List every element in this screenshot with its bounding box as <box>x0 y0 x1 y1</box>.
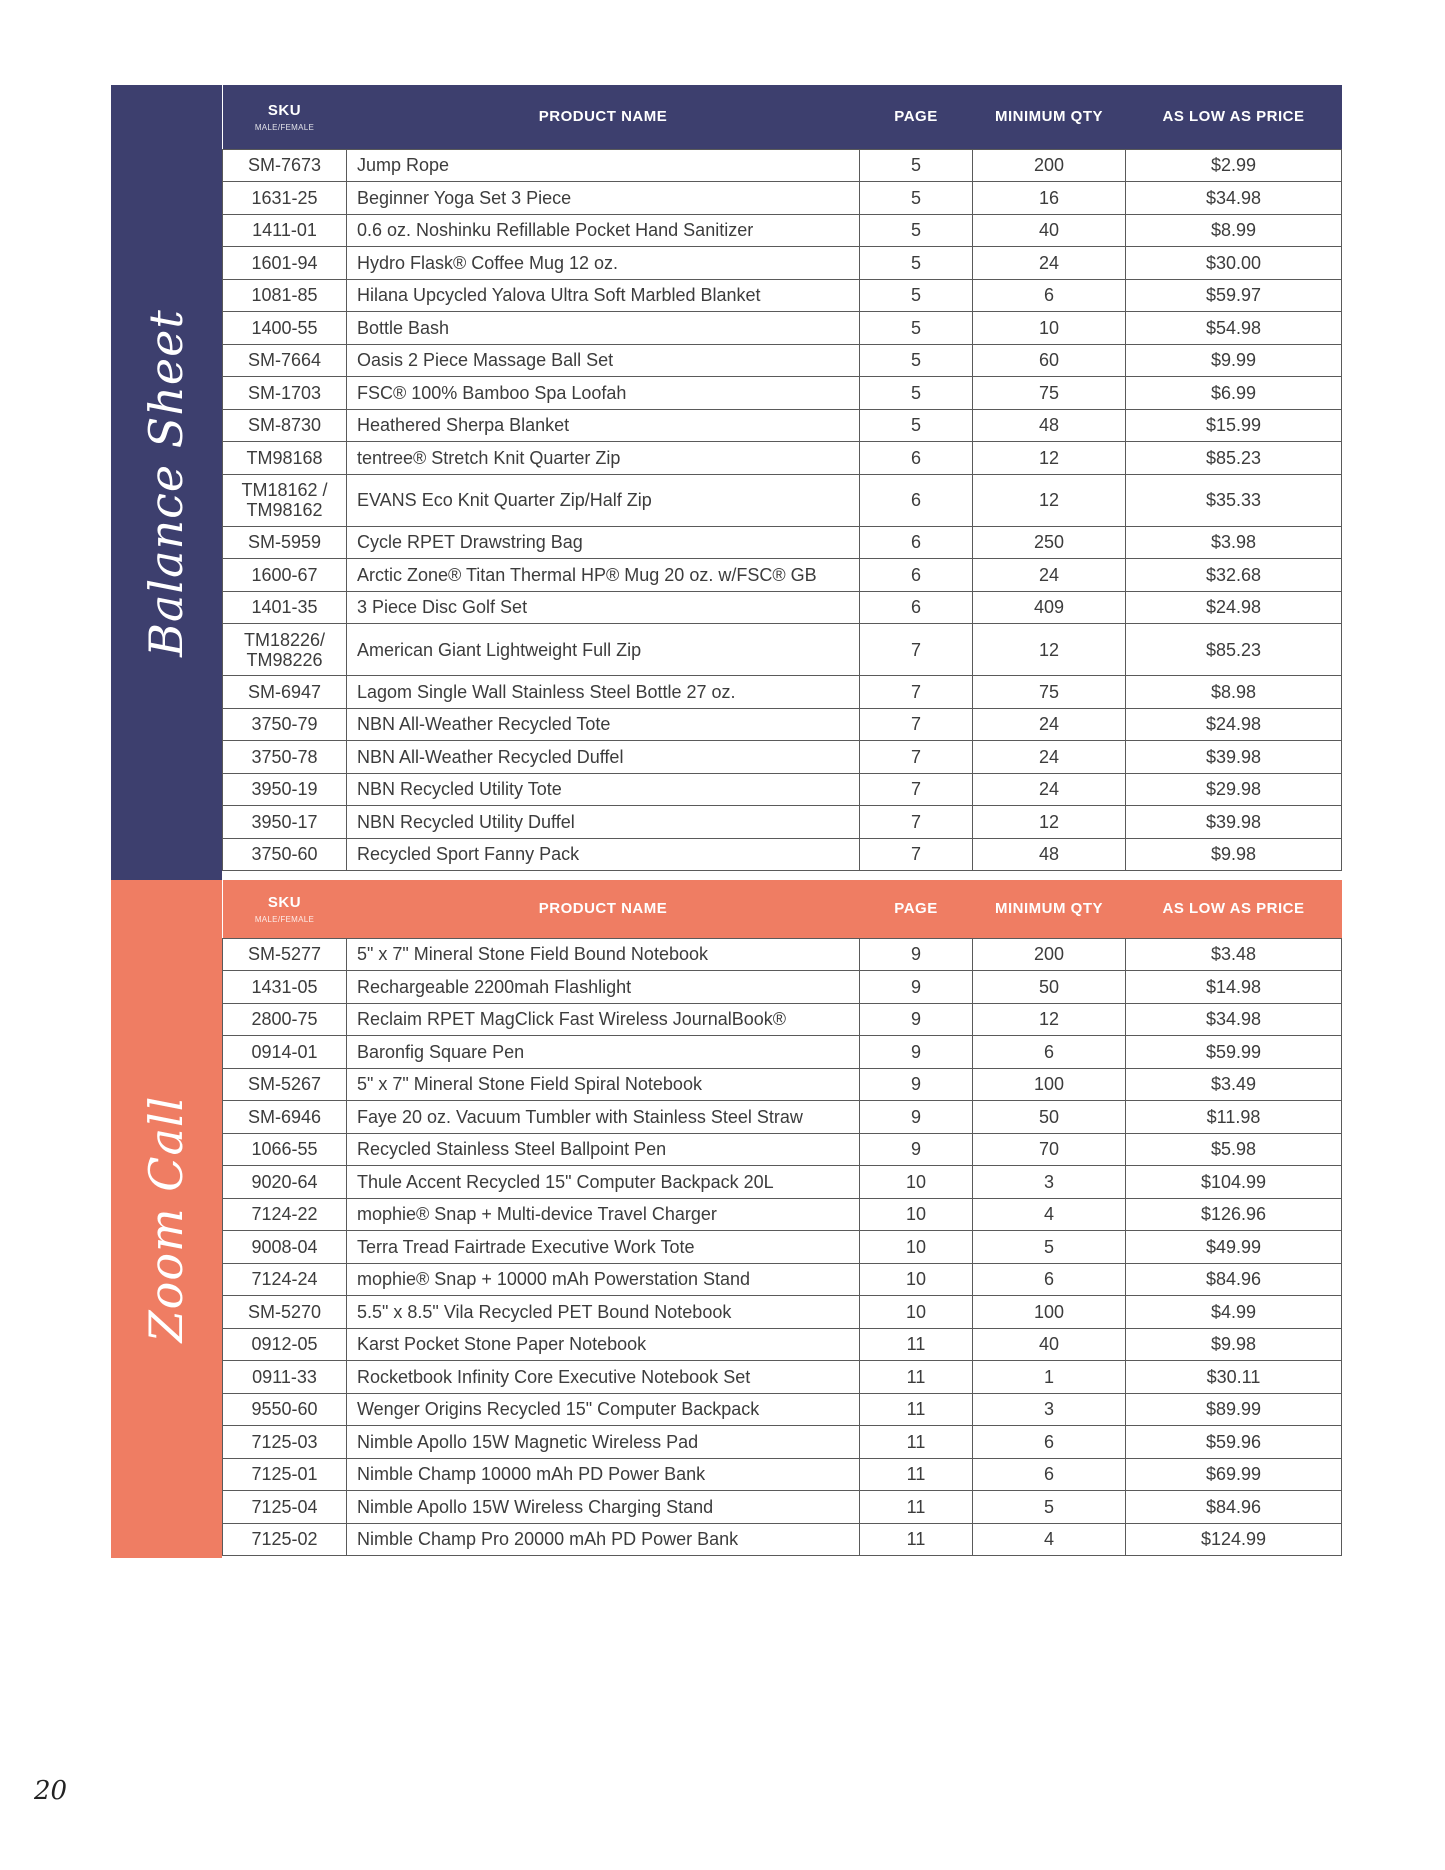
table-row <box>223 1296 1342 1329</box>
product-name-cell: American Giant Lightweight Full Zip <box>347 624 860 676</box>
product-name-cell: Bottle Bash <box>347 312 860 345</box>
product-name-cell: NBN Recycled Utility Duffel <box>347 806 860 839</box>
sku-cell: 0911-33 <box>223 1361 347 1394</box>
minimum-qty-cell: 24 <box>973 708 1126 741</box>
price-cell: $34.98 <box>1126 182 1342 215</box>
product-name-cell: 5" x 7" Mineral Stone Field Bound Notebook <box>347 938 860 971</box>
product-name-cell: mophie® Snap + 10000 mAh Powerstation Stand <box>347 1263 860 1296</box>
page-cell: 9 <box>860 971 973 1004</box>
price-cell: $14.98 <box>1126 971 1342 1004</box>
minimum-qty-cell: 16 <box>973 182 1126 215</box>
price-cell: $32.68 <box>1126 559 1342 592</box>
sku-cell: TM98168 <box>223 442 347 475</box>
minimum-qty-cell: 50 <box>973 1101 1126 1134</box>
minimum-qty-cell: 24 <box>973 773 1126 806</box>
sku-header: SKU MALE/FEMALE <box>223 880 347 938</box>
price-cell: $11.98 <box>1126 1101 1342 1134</box>
sku-cell: 3950-17 <box>223 806 347 839</box>
minimum-qty-cell: 12 <box>973 624 1126 676</box>
price-cell: $3.49 <box>1126 1068 1342 1101</box>
sku-cell: SM-5959 <box>223 526 347 559</box>
table-row <box>223 1361 1342 1394</box>
sku-cell: 1411-01 <box>223 214 347 247</box>
price-cell: $6.99 <box>1126 377 1342 410</box>
price-cell: $15.99 <box>1126 409 1342 442</box>
page-cell: 10 <box>860 1231 973 1264</box>
product-name-cell: Hydro Flask® Coffee Mug 12 oz. <box>347 247 860 280</box>
price-cell: $24.98 <box>1126 708 1342 741</box>
minimum-qty-cell: 4 <box>973 1523 1126 1556</box>
page-cell: 7 <box>860 741 973 774</box>
table-row <box>223 182 1342 215</box>
table-row <box>223 409 1342 442</box>
table-row <box>223 591 1342 624</box>
minimum-qty-cell: 40 <box>973 214 1126 247</box>
table-row <box>223 676 1342 709</box>
page-cell: 5 <box>860 377 973 410</box>
page-header: PAGE <box>894 900 938 918</box>
page-cell: 10 <box>860 1296 973 1329</box>
sku-cell: 7125-03 <box>223 1426 347 1459</box>
page-cell: 11 <box>860 1491 973 1524</box>
sku-cell: SM-7673 <box>223 149 347 182</box>
table-row <box>223 1036 1342 1069</box>
price-cell: $49.99 <box>1126 1231 1342 1264</box>
price-cell: $29.98 <box>1126 773 1342 806</box>
product-name-cell: Rechargeable 2200mah Flashlight <box>347 971 860 1004</box>
price-cell: $3.98 <box>1126 526 1342 559</box>
zoom-call-section <box>111 880 1341 1558</box>
product-name-cell: Reclaim RPET MagClick Fast Wireless JournalBook® <box>347 1003 860 1036</box>
page-cell: 9 <box>860 1133 973 1166</box>
page-header: PAGE <box>894 108 938 126</box>
product-name-cell: NBN Recycled Utility Tote <box>347 773 860 806</box>
product-name-cell: Recycled Sport Fanny Pack <box>347 838 860 871</box>
minimum-qty-cell: 50 <box>973 971 1126 1004</box>
price-cell: $124.99 <box>1126 1523 1342 1556</box>
table-row <box>223 1491 1342 1524</box>
page-cell: 9 <box>860 1036 973 1069</box>
minimum-qty-cell: 6 <box>973 1458 1126 1491</box>
section-label: Balance Sheet <box>139 308 193 657</box>
sku-cell: 1431-05 <box>223 971 347 1004</box>
product-name-cell: Oasis 2 Piece Massage Ball Set <box>347 344 860 377</box>
sku-cell: 1631-25 <box>223 182 347 215</box>
table-row <box>223 741 1342 774</box>
minimum-qty-cell: 24 <box>973 559 1126 592</box>
table-row <box>223 312 1342 345</box>
minimum-qty-cell: 5 <box>973 1231 1126 1264</box>
minimum-qty-cell: 10 <box>973 312 1126 345</box>
minimum-qty-cell: 40 <box>973 1328 1126 1361</box>
price-cell: $3.48 <box>1126 938 1342 971</box>
balance-sheet-section <box>111 85 1341 880</box>
table-row <box>223 1523 1342 1556</box>
price-cell: $34.98 <box>1126 1003 1342 1036</box>
sku-cell: 0912-05 <box>223 1328 347 1361</box>
price-cell: $2.99 <box>1126 149 1342 182</box>
sku-cell: TM18226/ TM98226 <box>223 624 347 676</box>
minimum-qty-cell: 12 <box>973 806 1126 839</box>
product-table <box>222 880 1342 1556</box>
price-cell: $4.99 <box>1126 1296 1342 1329</box>
sku-cell: 9020-64 <box>223 1166 347 1199</box>
sku-cell: 0914-01 <box>223 1036 347 1069</box>
minimum-qty-cell: 24 <box>973 741 1126 774</box>
minimum-qty-cell: 6 <box>973 279 1126 312</box>
page-cell: 10 <box>860 1263 973 1296</box>
price-cell: $35.33 <box>1126 474 1342 526</box>
price-cell: $126.96 <box>1126 1198 1342 1231</box>
table-row <box>223 1263 1342 1296</box>
page-cell: 7 <box>860 838 973 871</box>
sku-cell: 7125-01 <box>223 1458 347 1491</box>
section-band <box>111 85 222 880</box>
product-name-cell: Nimble Apollo 15W Wireless Charging Stand <box>347 1491 860 1524</box>
table-row <box>223 1101 1342 1134</box>
table-row <box>223 559 1342 592</box>
product-name-cell: Faye 20 oz. Vacuum Tumbler with Stainless Steel Straw <box>347 1101 860 1134</box>
product-name-cell: NBN All-Weather Recycled Duffel <box>347 741 860 774</box>
minimum-qty-cell: 3 <box>973 1166 1126 1199</box>
table-row <box>223 1003 1342 1036</box>
page-cell: 9 <box>860 938 973 971</box>
table-row <box>223 1166 1342 1199</box>
product-name-cell: Wenger Origins Recycled 15" Computer Backpack <box>347 1393 860 1426</box>
sku-cell: SM-1703 <box>223 377 347 410</box>
table-row <box>223 1068 1342 1101</box>
minimum-qty-cell: 6 <box>973 1426 1126 1459</box>
minimum-qty-cell: 60 <box>973 344 1126 377</box>
product-name-cell: Nimble Champ 10000 mAh PD Power Bank <box>347 1458 860 1491</box>
minimum-qty-cell: 4 <box>973 1198 1126 1231</box>
minimum-qty-cell: 6 <box>973 1263 1126 1296</box>
product-name-cell: FSC® 100% Bamboo Spa Loofah <box>347 377 860 410</box>
table-row <box>223 971 1342 1004</box>
minimum-qty-cell: 5 <box>973 1491 1126 1524</box>
sku-cell: SM-6947 <box>223 676 347 709</box>
sku-cell: 1600-67 <box>223 559 347 592</box>
table-row <box>223 1426 1342 1459</box>
page-cell: 11 <box>860 1426 973 1459</box>
price-header: AS LOW AS PRICE <box>1162 900 1305 918</box>
minimum-qty-cell: 200 <box>973 938 1126 971</box>
price-cell: $24.98 <box>1126 591 1342 624</box>
page-cell: 11 <box>860 1458 973 1491</box>
minimum-qty-header: MINIMUM QTY <box>995 108 1103 126</box>
minimum-qty-cell: 48 <box>973 838 1126 871</box>
sku-cell: 3750-79 <box>223 708 347 741</box>
table-row <box>223 377 1342 410</box>
table-row <box>223 442 1342 475</box>
minimum-qty-cell: 48 <box>973 409 1126 442</box>
product-table <box>222 85 1342 871</box>
price-cell: $9.99 <box>1126 344 1342 377</box>
sku-cell: SM-5277 <box>223 938 347 971</box>
price-cell: $8.98 <box>1126 676 1342 709</box>
page-number: 20 <box>34 1776 68 1806</box>
minimum-qty-cell: 200 <box>973 149 1126 182</box>
page-cell: 5 <box>860 149 973 182</box>
product-name-cell: Hilana Upcycled Yalova Ultra Soft Marbled Blanket <box>347 279 860 312</box>
sku-header: SKU MALE/FEMALE <box>223 85 347 149</box>
sku-cell: 9550-60 <box>223 1393 347 1426</box>
product-name-cell: Jump Rope <box>347 149 860 182</box>
product-name-header: PRODUCT NAME <box>538 900 668 918</box>
minimum-qty-cell: 12 <box>973 1003 1126 1036</box>
sku-cell: 3750-60 <box>223 838 347 871</box>
table-row <box>223 1198 1342 1231</box>
product-name-cell: Lagom Single Wall Stainless Steel Bottle 27 oz. <box>347 676 860 709</box>
product-name-cell: Heathered Sherpa Blanket <box>347 409 860 442</box>
price-cell: $39.98 <box>1126 806 1342 839</box>
table-row <box>223 1133 1342 1166</box>
section-band <box>111 880 222 1558</box>
sku-cell: 1601-94 <box>223 247 347 280</box>
product-name-cell: Nimble Apollo 15W Magnetic Wireless Pad <box>347 1426 860 1459</box>
section-label: Zoom Call <box>139 1095 193 1343</box>
minimum-qty-cell: 3 <box>973 1393 1126 1426</box>
price-cell: $54.98 <box>1126 312 1342 345</box>
product-name-cell: Terra Tread Fairtrade Executive Work Tote <box>347 1231 860 1264</box>
sku-cell: 3750-78 <box>223 741 347 774</box>
page-cell: 7 <box>860 676 973 709</box>
table-row <box>223 526 1342 559</box>
sku-cell: 7125-02 <box>223 1523 347 1556</box>
table-row <box>223 938 1342 971</box>
page-cell: 9 <box>860 1101 973 1134</box>
sku-cell: SM-8730 <box>223 409 347 442</box>
price-cell: $39.98 <box>1126 741 1342 774</box>
table-row <box>223 279 1342 312</box>
sku-cell: SM-5267 <box>223 1068 347 1101</box>
sku-subheader: MALE/FEMALE <box>254 122 315 132</box>
price-cell: $89.99 <box>1126 1393 1342 1426</box>
price-cell: $59.96 <box>1126 1426 1342 1459</box>
page-cell: 7 <box>860 773 973 806</box>
page-cell: 5 <box>860 214 973 247</box>
price-cell: $104.99 <box>1126 1166 1342 1199</box>
sku-cell: 1401-35 <box>223 591 347 624</box>
price-cell: $59.99 <box>1126 1036 1342 1069</box>
page-cell: 11 <box>860 1328 973 1361</box>
sku-cell: 3950-19 <box>223 773 347 806</box>
page-cell: 5 <box>860 182 973 215</box>
price-cell: $30.00 <box>1126 247 1342 280</box>
product-name-cell: mophie® Snap + Multi-device Travel Charger <box>347 1198 860 1231</box>
sku-cell: 1066-55 <box>223 1133 347 1166</box>
minimum-qty-cell: 12 <box>973 442 1126 475</box>
table-row <box>223 806 1342 839</box>
product-name-cell: Nimble Champ Pro 20000 mAh PD Power Bank <box>347 1523 860 1556</box>
product-name-cell: Rocketbook Infinity Core Executive Notebook Set <box>347 1361 860 1394</box>
sku-cell: SM-5270 <box>223 1296 347 1329</box>
page-cell: 7 <box>860 624 973 676</box>
minimum-qty-cell: 75 <box>973 377 1126 410</box>
product-name-cell: 3 Piece Disc Golf Set <box>347 591 860 624</box>
page-cell: 5 <box>860 344 973 377</box>
product-name-cell: Cycle RPET Drawstring Bag <box>347 526 860 559</box>
table-row <box>223 708 1342 741</box>
price-cell: $85.23 <box>1126 624 1342 676</box>
table-row <box>223 149 1342 182</box>
table-row <box>223 1328 1342 1361</box>
minimum-qty-cell: 409 <box>973 591 1126 624</box>
product-name-cell: NBN All-Weather Recycled Tote <box>347 708 860 741</box>
price-cell: $30.11 <box>1126 1361 1342 1394</box>
table-row <box>223 474 1342 526</box>
product-name-cell: Karst Pocket Stone Paper Notebook <box>347 1328 860 1361</box>
product-name-cell: 0.6 oz. Noshinku Refillable Pocket Hand Sanitizer <box>347 214 860 247</box>
price-cell: $59.97 <box>1126 279 1342 312</box>
product-name-cell: 5" x 7" Mineral Stone Field Spiral Notebook <box>347 1068 860 1101</box>
sku-cell: SM-7664 <box>223 344 347 377</box>
minimum-qty-cell: 12 <box>973 474 1126 526</box>
product-name-cell: tentree® Stretch Knit Quarter Zip <box>347 442 860 475</box>
page-cell: 7 <box>860 708 973 741</box>
minimum-qty-cell: 6 <box>973 1036 1126 1069</box>
sku-cell: 1400-55 <box>223 312 347 345</box>
page-cell: 6 <box>860 474 973 526</box>
sku-cell: SM-6946 <box>223 1101 347 1134</box>
table-row <box>223 624 1342 676</box>
price-cell: $9.98 <box>1126 838 1342 871</box>
sku-cell: TM18162 / TM98162 <box>223 474 347 526</box>
product-name-cell: Beginner Yoga Set 3 Piece <box>347 182 860 215</box>
sku-cell: 7125-04 <box>223 1491 347 1524</box>
table-row <box>223 247 1342 280</box>
minimum-qty-cell: 1 <box>973 1361 1126 1394</box>
minimum-qty-cell: 24 <box>973 247 1126 280</box>
page-cell: 7 <box>860 806 973 839</box>
table-row <box>223 1231 1342 1264</box>
sku-cell: 7124-24 <box>223 1263 347 1296</box>
minimum-qty-header: MINIMUM QTY <box>995 900 1103 918</box>
sku-cell: 1081-85 <box>223 279 347 312</box>
price-cell: $84.96 <box>1126 1491 1342 1524</box>
page-cell: 6 <box>860 526 973 559</box>
page-cell: 11 <box>860 1361 973 1394</box>
page-cell: 5 <box>860 279 973 312</box>
minimum-qty-cell: 100 <box>973 1296 1126 1329</box>
sku-subheader: MALE/FEMALE <box>254 914 315 924</box>
table-row <box>223 1458 1342 1491</box>
price-cell: $84.96 <box>1126 1263 1342 1296</box>
page-cell: 5 <box>860 247 973 280</box>
table-row <box>223 1393 1342 1426</box>
page-cell: 6 <box>860 559 973 592</box>
table-row <box>223 773 1342 806</box>
price-cell: $85.23 <box>1126 442 1342 475</box>
sku-cell: 7124-22 <box>223 1198 347 1231</box>
product-name-cell: Baronfig Square Pen <box>347 1036 860 1069</box>
table-header-row <box>223 85 1342 149</box>
price-cell: $69.99 <box>1126 1458 1342 1491</box>
page-cell: 10 <box>860 1166 973 1199</box>
price-cell: $5.98 <box>1126 1133 1342 1166</box>
sku-cell: 9008-04 <box>223 1231 347 1264</box>
price-cell: $9.98 <box>1126 1328 1342 1361</box>
page-cell: 11 <box>860 1393 973 1426</box>
product-name-cell: 5.5" x 8.5" Vila Recycled PET Bound Notebook <box>347 1296 860 1329</box>
minimum-qty-cell: 250 <box>973 526 1126 559</box>
price-header: AS LOW AS PRICE <box>1162 108 1305 126</box>
page-cell: 9 <box>860 1003 973 1036</box>
page-cell: 6 <box>860 442 973 475</box>
page-cell: 5 <box>860 312 973 345</box>
minimum-qty-cell: 70 <box>973 1133 1126 1166</box>
page-cell: 9 <box>860 1068 973 1101</box>
product-name-cell: Recycled Stainless Steel Ballpoint Pen <box>347 1133 860 1166</box>
price-cell: $8.99 <box>1126 214 1342 247</box>
minimum-qty-cell: 75 <box>973 676 1126 709</box>
table-row <box>223 344 1342 377</box>
product-name-header: PRODUCT NAME <box>538 108 668 126</box>
product-name-cell: EVANS Eco Knit Quarter Zip/Half Zip <box>347 474 860 526</box>
minimum-qty-cell: 100 <box>973 1068 1126 1101</box>
product-name-cell: Thule Accent Recycled 15" Computer Backpack 20L <box>347 1166 860 1199</box>
page-cell: 10 <box>860 1198 973 1231</box>
table-header-row <box>223 880 1342 938</box>
page-cell: 5 <box>860 409 973 442</box>
page-cell: 6 <box>860 591 973 624</box>
table-row <box>223 838 1342 871</box>
table-row <box>223 214 1342 247</box>
page-cell: 11 <box>860 1523 973 1556</box>
sku-cell: 2800-75 <box>223 1003 347 1036</box>
product-name-cell: Arctic Zone® Titan Thermal HP® Mug 20 oz. w/FSC® GB <box>347 559 860 592</box>
